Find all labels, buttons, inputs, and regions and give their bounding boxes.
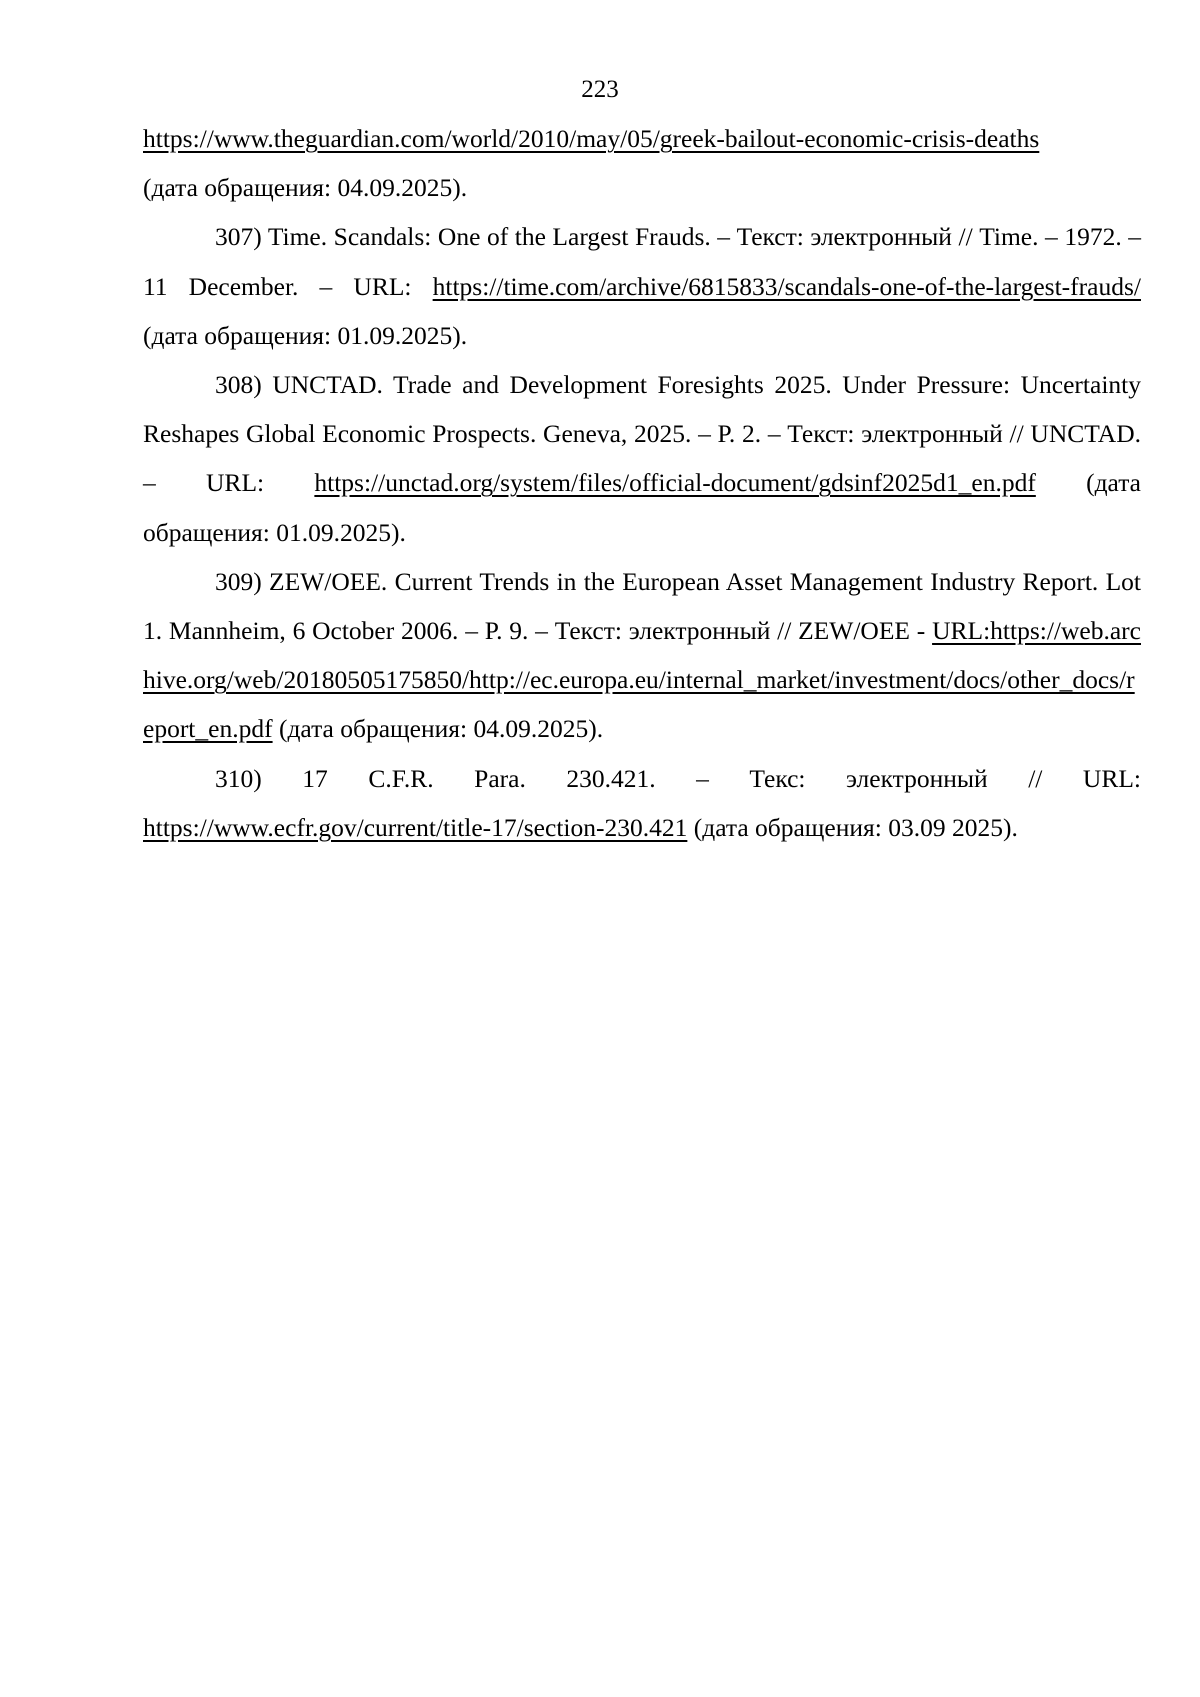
reference-text: Time. Scandals: One of the Largest Frauds. – Текст: электронный // Time. – 1972. – 11 December. – URL: <box>143 222 1141 301</box>
reference-text: 17 C.F.R. Para. 230.421. – Текс: электронный // URL: <box>261 763 1141 793</box>
reference-link-web-archive[interactable]: URL:https://web.archive.org/web/20180505175850/http://ec.europa.eu/internal_market/investment/docs/other_docs/report_en.pdf <box>143 616 1141 744</box>
reference-text: UNCTAD. Trade and Development Foresights 2025. Under Pressure: Uncertainty Reshapes Global Economic Prospects. Geneva, 2025. – P. 2. – Текст: электронный // UNCTAD. – URL: <box>143 370 1141 498</box>
reference-continuation <box>143 114 1141 212</box>
reference-access-date: (дата обращения: 03.09 2025). <box>687 812 1018 842</box>
reference-number: 308) <box>215 370 262 400</box>
reference-link-unctad[interactable]: https://unctad.org/system/files/official-document/gdsinf2025d1_en.pdf <box>314 468 1036 498</box>
reference-number: 310) <box>215 763 262 793</box>
page-number: 223 <box>581 76 619 103</box>
reference-link-time[interactable]: https://time.com/archive/6815833/scandals-one-of-the-largest-frauds/ <box>432 271 1141 301</box>
reference-access-date: (дата обращения: 01.09.2025). <box>143 468 1141 547</box>
reference-number: 309) <box>215 566 262 596</box>
reference-item-310 <box>143 754 1141 852</box>
reference-item-309 <box>143 557 1141 754</box>
reference-link-guardian[interactable]: https://www.theguardian.com/world/2010/may/05/greek-bailout-economic-crisis-deaths <box>143 124 1040 153</box>
reference-access-date: (дата обращения: 04.09.2025). <box>143 173 468 203</box>
reference-link-ecfr[interactable]: https://www.ecfr.gov/current/title-17/section-230.421 <box>143 812 688 842</box>
reference-text: ZEW/OEE. Current Trends in the European Asset Management Industry Report. Lot 1. Mannheim, 6 October 2006. – P. 9. – Текст: электронный // ZEW/OEE - <box>143 566 1141 646</box>
reference-access-date: (дата обращения: 04.09.2025). <box>272 714 604 744</box>
reference-item-307 <box>143 212 1141 360</box>
reference-access-date: (дата обращения: 01.09.2025). <box>143 320 468 350</box>
reference-number: 307) <box>215 222 262 252</box>
reference-item-308 <box>143 360 1141 557</box>
reference-list <box>143 114 1141 852</box>
